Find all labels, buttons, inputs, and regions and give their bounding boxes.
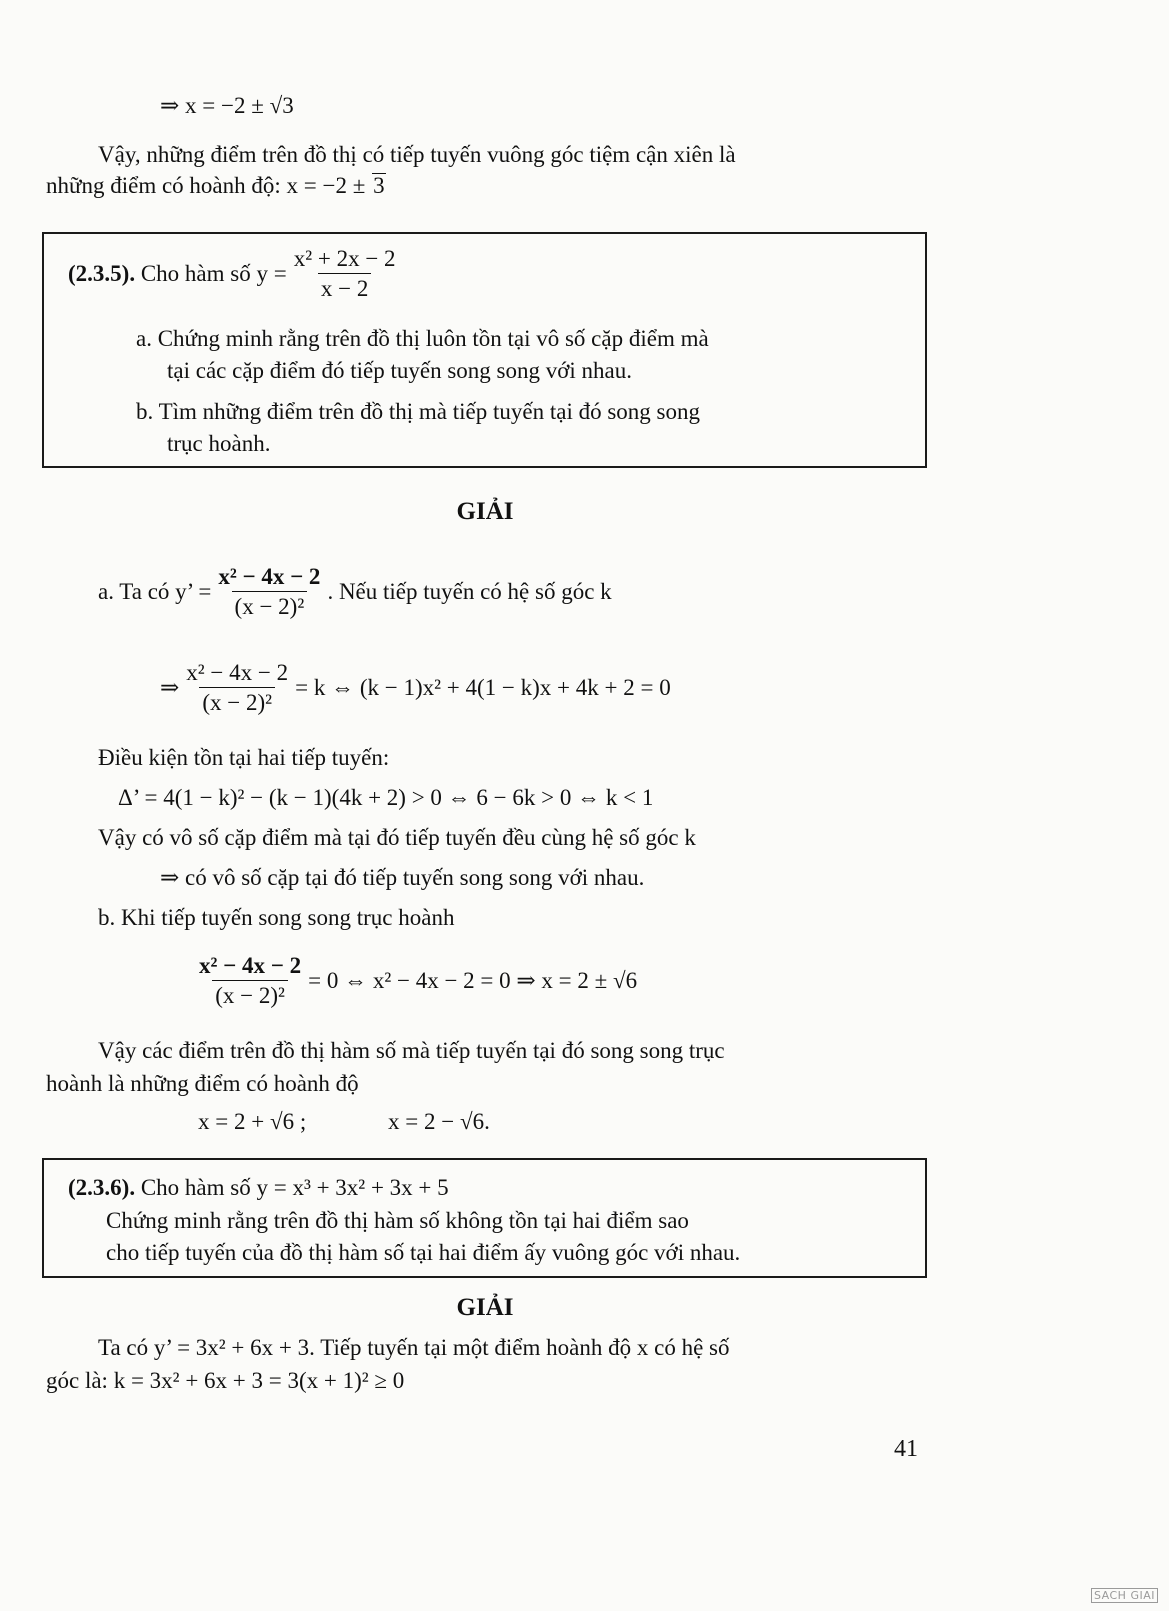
previous-result-line: ⇒ x = −2 ± √3 (160, 93, 294, 118)
solution-2-3-6-line-2: góc là: k = 3x² + 6x + 3 = 3(x + 1)² ≥ 0 (46, 1368, 405, 1393)
problem-2-3-6-line-1: Chứng minh rằng trên đồ thị hàm số không tồn tại hai điểm sao (106, 1208, 689, 1233)
part-b-line-2: trục hoành. (167, 431, 271, 456)
equation-slope-k: ⇒ $\frac{\text{x² − 4x − 2}}{\text{(x − 2)²}}$ = k ⇔ (k − 1)x² + 4(1 − k)x + 4k + 2 = 0 (160, 660, 671, 716)
function-fraction: $\frac{\text{x² + 2x − 2}}{x - 2}$ (293, 246, 396, 302)
root-2: x = 2 − √6. (388, 1109, 490, 1134)
conclusion-b-line-2: hoành là những điểm có hoành độ (46, 1071, 359, 1096)
problem-2-3-5-label: (2.3.5). (68, 261, 136, 287)
equation-horizontal-tangent: $\frac{\text{x² − 4x − 2}}{\text{(x − 2)²}}$ = 0 ⇔ x² − 4x − 2 = 0 ⇒ x = 2 ± √6 (196, 953, 637, 1010)
condition-title: Điều kiện tồn tại hai tiếp tuyến: (98, 745, 390, 770)
watermark-logo: SACH GIAI (1090, 1589, 1159, 1603)
part-b-line-1: b. Tìm những điểm trên đồ thị mà tiếp tuyến tại đó song song (136, 399, 700, 424)
solution-heading-2: GIẢI (456, 1294, 514, 1321)
condition-equation: Δ’ = 4(1 − k)² − (k − 1)(4k + 2) > 0 ⇔ 6 − 6k > 0 ⇔ k < 1 (118, 785, 654, 810)
part-a-line-1: a. Chứng minh rằng trên đồ thị luôn tồn tại vô số cặp điểm mà (136, 326, 709, 351)
problem-2-3-5-intro: Cho hàm số y = (140, 261, 287, 287)
equation-slope-fraction: $\frac{\text{x² − 4x − 2}}{\text{(x − 2)²}}$ (186, 660, 289, 716)
previous-conclusion-line-1: Vậy, những điểm trên đồ thị có tiếp tuyến vuông góc tiệm cận xiên là (98, 142, 736, 167)
page-number: 41 (894, 1436, 918, 1462)
equation-horizontal-fraction: $\frac{\text{x² − 4x − 2}}{\text{(x − 2)²}}$ (199, 953, 302, 1009)
part-b-intro: b. Khi tiếp tuyến song song trục hoành (98, 905, 455, 930)
conclusion-b-line-1: Vậy các điểm trên đồ thị hàm số mà tiếp tuyến tại đó song song trục (98, 1038, 725, 1063)
problem-2-3-6-label: (2.3.6). (68, 1175, 136, 1200)
derivative-line: a. Ta có y’ = $\frac{\text{x² − 4x − 2}}{\text{(x − 2)²}}$ . Nếu tiếp tuyến có hệ số góc k (98, 564, 612, 620)
previous-conclusion-line-2: những điểm có hoành độ: x = −2 ± 3 (46, 173, 385, 198)
problem-2-3-5-statement (68, 246, 403, 303)
part-a-line-2: tại các cặp điểm đó tiếp tuyến song song với nhau. (167, 358, 633, 383)
solution-heading-1: GIẢI (456, 498, 514, 525)
problem-2-3-6-line-2: cho tiếp tuyến của đồ thị hàm số tại hai điểm ấy vuông góc với nhau. (106, 1240, 741, 1265)
solution-2-3-6-line-1: Ta có y’ = 3x² + 6x + 3. Tiếp tuyến tại một điểm hoành độ x có hệ số (98, 1335, 730, 1360)
conclusion-a-line-1: Vậy có vô số cặp điểm mà tại đó tiếp tuyến đều cùng hệ số góc k (98, 825, 696, 850)
root-1: x = 2 + √6 ; (198, 1109, 307, 1134)
problem-2-3-6-statement: (2.3.6). Cho hàm số y = x³ + 3x² + 3x + 5 (68, 1175, 449, 1200)
conclusion-a-line-2: ⇒ có vô số cặp tại đó tiếp tuyến song song với nhau. (160, 865, 645, 890)
derivative-fraction: $\frac{\text{x² − 4x − 2}}{\text{(x − 2)²}}$ (218, 564, 321, 620)
